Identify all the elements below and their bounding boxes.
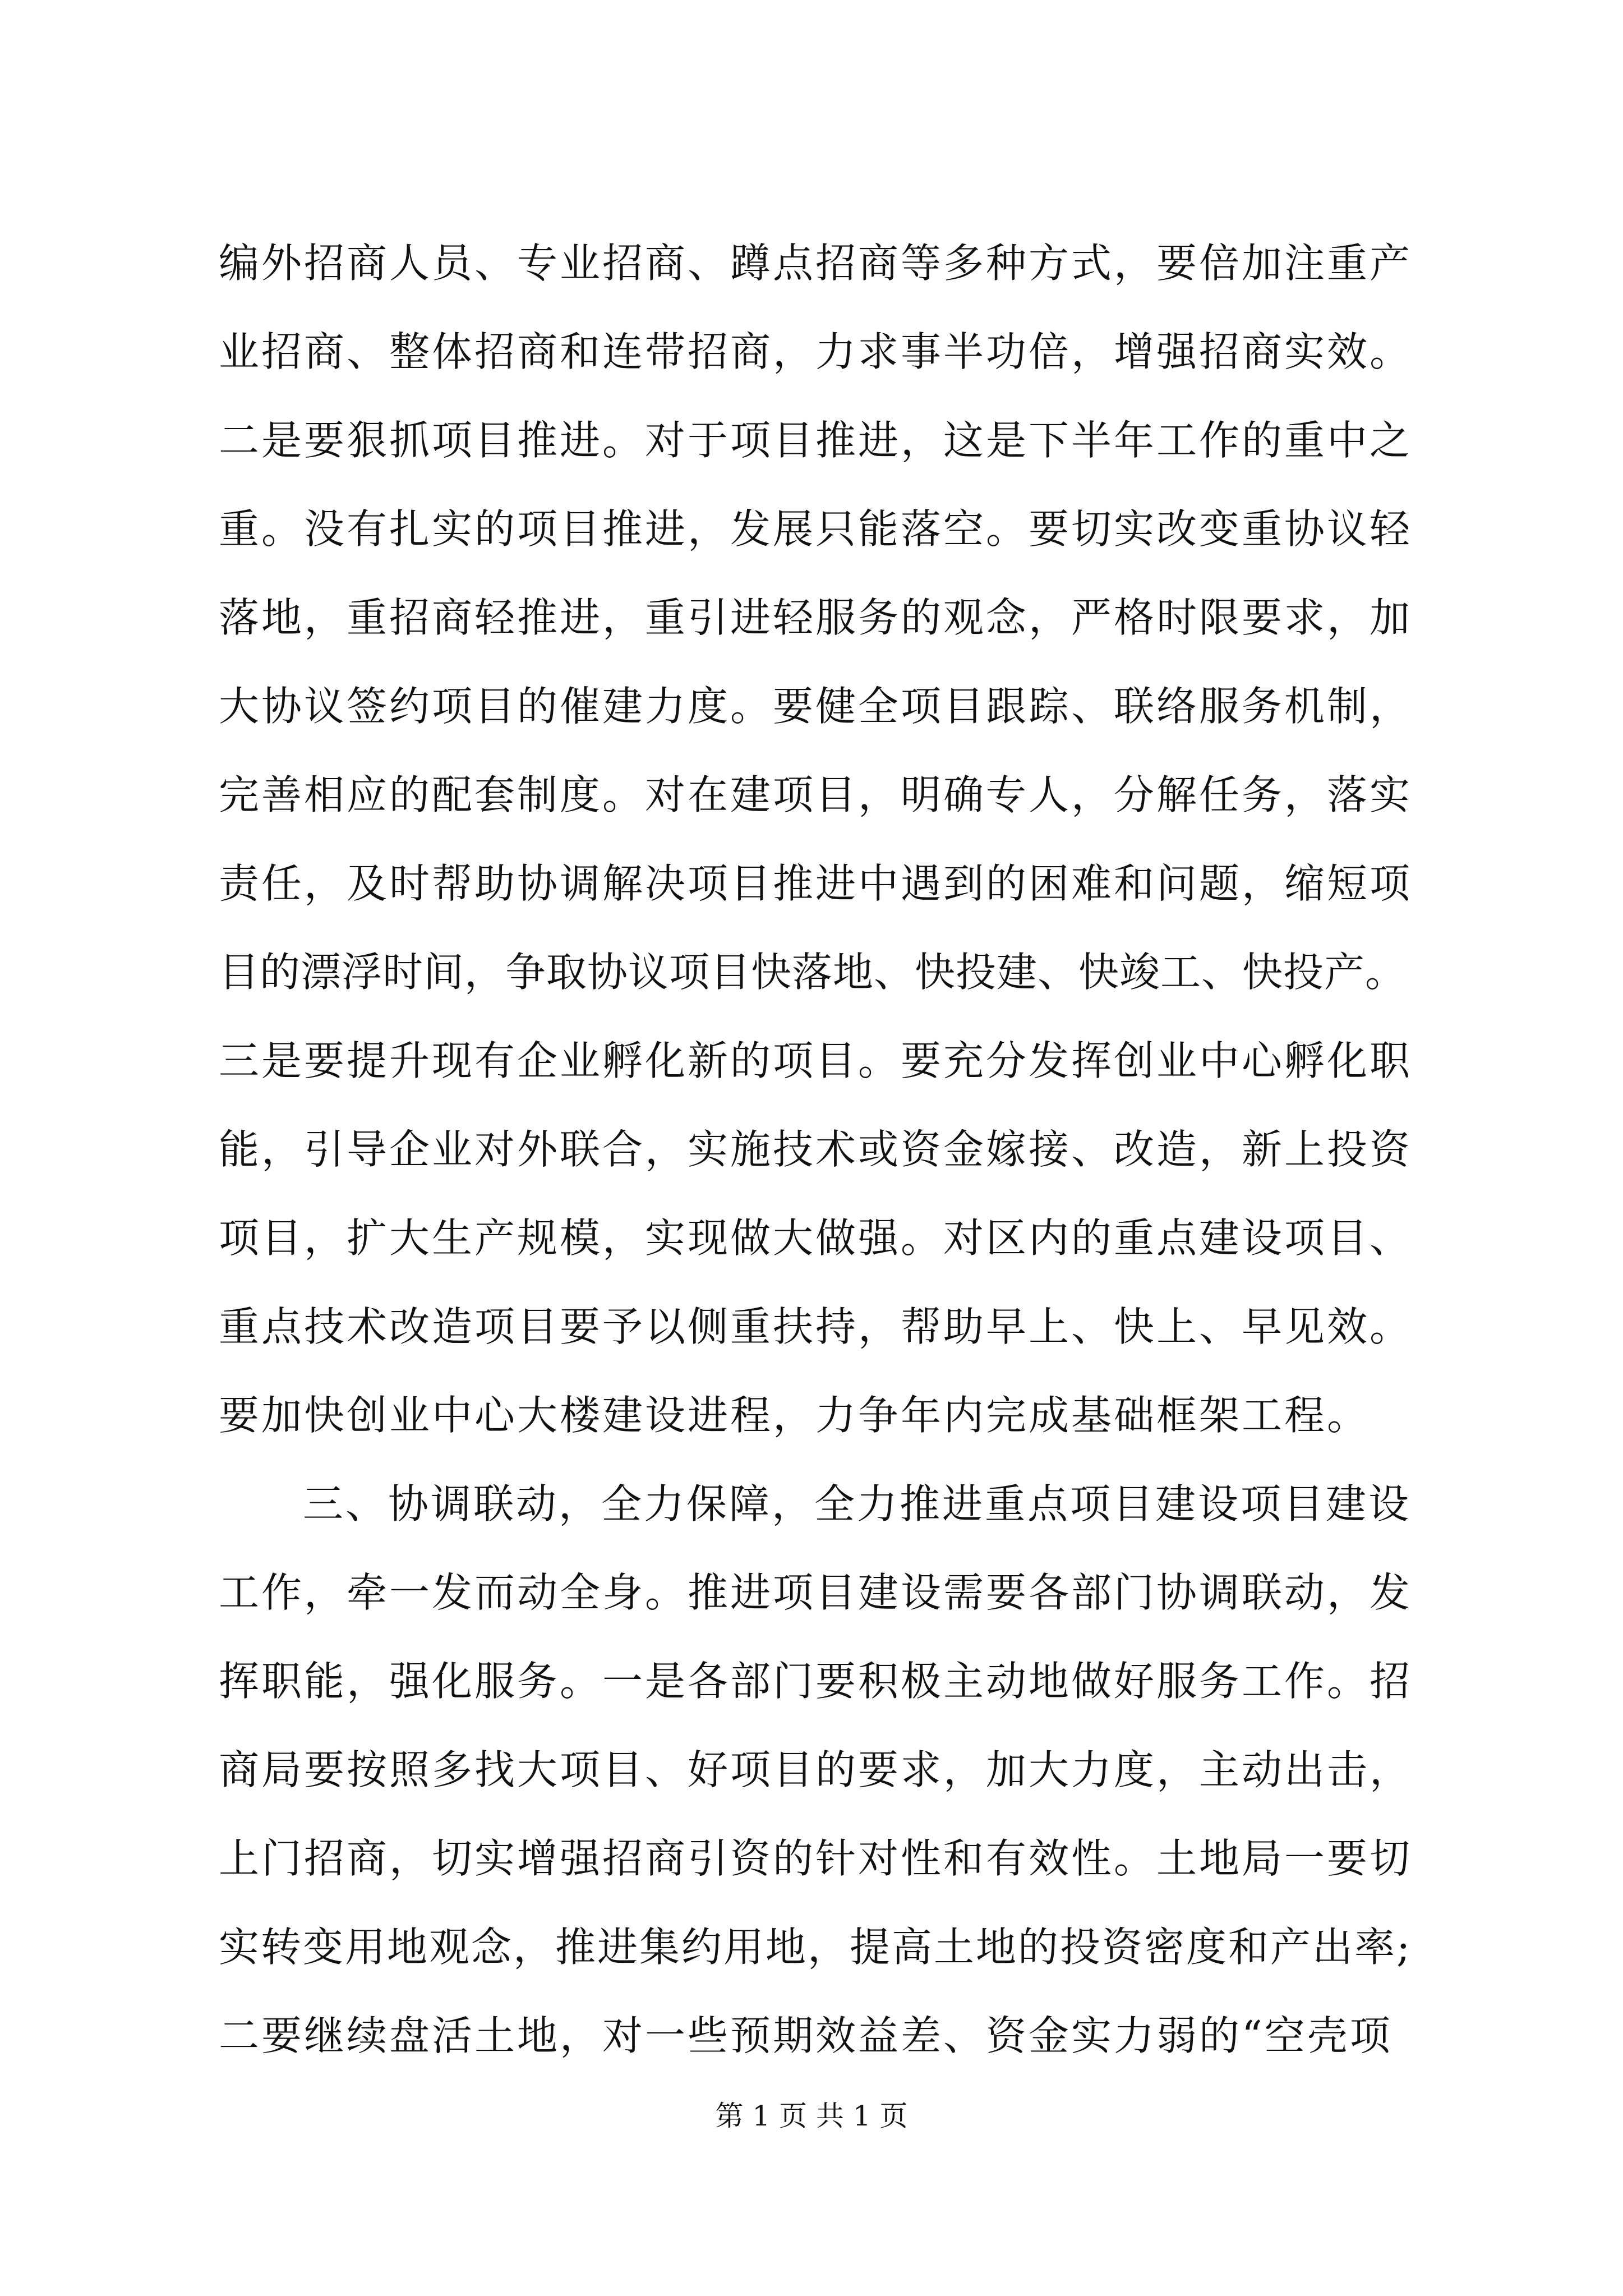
document-body: [219, 219, 1413, 2080]
text-line: 二要继续盘活土地，对一些预期效益差、资金实力弱的“空壳项: [219, 2012, 1393, 2059]
text-line: 大协议签约项目的催建力度。要健全项目跟踪、联络服务机制，: [219, 683, 1413, 730]
text-line: 完善相应的配套制度。对在建项目，明确专人，分解任务，落实: [219, 771, 1413, 818]
page-footer: [0, 2099, 1623, 2133]
text-line: 能，引导企业对外联合，实施技术或资金嫁接、改造，新上投资: [219, 1126, 1413, 1173]
text-line: 项目，扩大生产规模，实现做大做强。对区内的重点建设项目、: [219, 1214, 1413, 1262]
text-line: 上门招商，切实增强招商引资的针对性和有效性。土地局一要切: [219, 1835, 1413, 1882]
text-line: 三是要提升现有企业孵化新的项目。要充分发挥创业中心孵化职: [219, 1037, 1413, 1084]
text-line: 重。没有扎实的项目推进，发展只能落空。要切实改变重协议轻: [219, 505, 1413, 553]
section-heading-line: 三、协调联动，全力保障，全力推进重点项目建设项目建设: [303, 1480, 1412, 1527]
text-line: 商局要按照多找大项目、好项目的要求，加大力度，主动出击，: [219, 1746, 1413, 1793]
text-line: 二是要狠抓项目推进。对于项目推进，这是下半年工作的重中之: [219, 417, 1413, 464]
text-line: 工作，牵一发而动全身。推进项目建设需要各部门协调联动，发: [219, 1569, 1413, 1616]
text-line: 编外招商人员、专业招商、蹲点招商等多种方式，要倍加注重产: [219, 240, 1413, 287]
page-number: 第 1 页 共 1 页: [715, 2100, 908, 2132]
text-line: 要加快创业中心大楼建设进程，力争年内完成基础框架工程。: [219, 1392, 1370, 1439]
text-line: 落地，重招商轻推进，重引进轻服务的观念，严格时限要求，加: [219, 594, 1413, 641]
text-line: 实转变用地观念，推进集约用地，提高土地的投资密度和产出率;: [219, 1924, 1412, 1971]
text-line: 重点技术改造项目要予以侧重扶持，帮助早上、快上、早见效。: [219, 1303, 1413, 1350]
text-line: 责任，及时帮助协调解决项目推进中遇到的困难和问题，缩短项: [219, 860, 1413, 907]
text-line: 挥职能，强化服务。一是各部门要积极主动地做好服务工作。招: [219, 1658, 1413, 1705]
text-line: 目的漂浮时间，争取协议项目快落地、快投建、快竣工、快投产。: [219, 949, 1407, 996]
text-line: 业招商、整体招商和连带招商，力求事半功倍，增强招商实效。: [219, 328, 1413, 375]
